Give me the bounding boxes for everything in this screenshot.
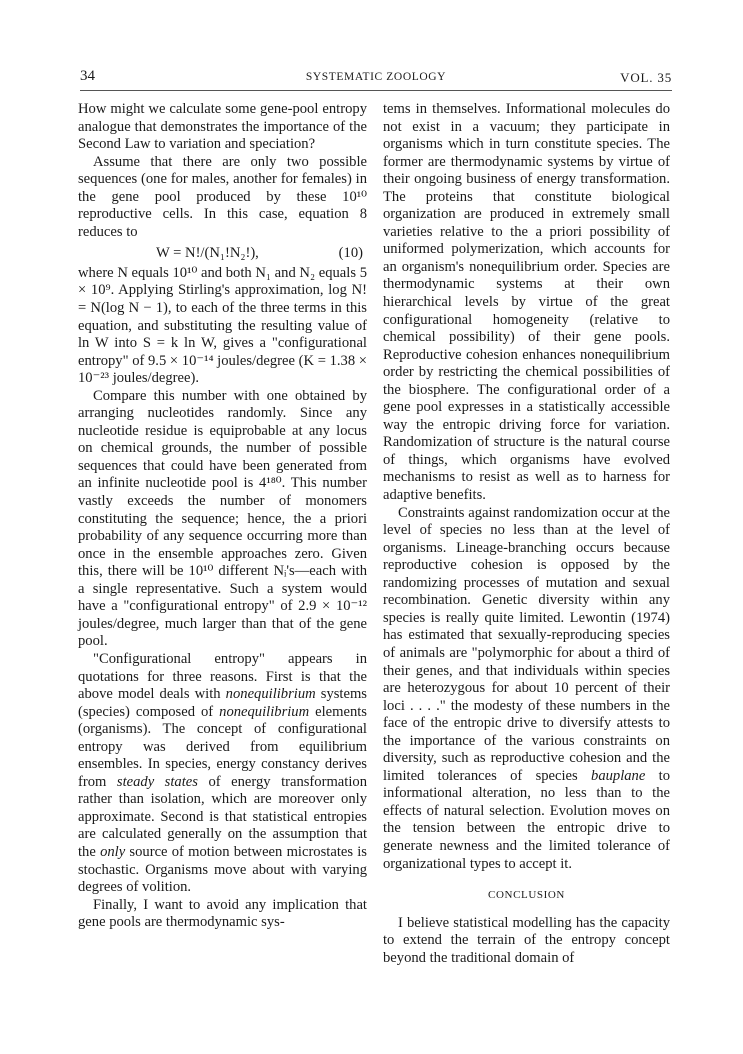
left-column [78,101,367,932]
text-run: Constraints against randomization occur at the level of species no less than at the level of organisms. Lineage-branching occurs because reproductive cohesion is opposed by the randomizing processes of mutation and sexual recombination. Genetic diversity within any species is really quite limited. Lewontin (1974) has estimated that sexually-reproducing species of animals are "polymorphic for about a third of their genes, and that individuals within species are heterozygous for about 10 percent of their loci . . . ." the modesty of these numbers in the face of the entropic drive to diversify attests to the importance of the various constraints on diversity, such as reproductive cohesion and the limited tolerances of species [383,504,670,784]
text-run: systems (species) composed of [78,686,367,720]
paragraph: tems in themselves. Informational molecules do not exist in a vacuum; they participate in organisms which in turn constitute species. The former are thermodynamic systems by virtue of their ongoing business of energy transformation. The proteins that constitute biological organization are produced in extremely small varieties relative to the a priori possibility of uniformed polymerization, which accounts for an organism's nonequilibrium order. Species are thermodynamic systems at their own hierarchical levels by virtue of the great configurational homogeneity (relative to chemical possibility) of their gene pools. Reproductive cohesion enhances nonequilibrium order by restricting the chemical possibilities of the biosphere. The configurational order of a gene pool expresses in a statistically accessible way the entropic driving force for variation. Randomization of structure is the natural course of things, which organisms have evolved mechanisms to resist as well as to harness for adaptive benefits. [383,101,670,504]
text-run: of energy transformation rather than isolation, which are moreover only approximate. Second is that statistical entropies are calculated generally on the assumption that the [78,773,367,860]
italic-term: only [100,843,126,860]
equation-10 [78,245,367,263]
text-run: "Configurational entropy" appears in quotations for three reasons. First is that the above model deals with [78,650,367,703]
right-column [383,101,670,967]
section-heading-conclusion: CONCLUSION [488,889,565,902]
equation-text: W = N!/(N₁!N₂!), [156,245,259,262]
paragraph: where N equals 10¹⁰ and both N₁ and N₂ equals 5 × 10⁹. Applying Stirling's approximation, log N! = N(log N − 1), to each of the three terms in this equation, and substituting the resulting value of ln W into S = k ln W, gives a "configurational entropy" of 9.5 × 10⁻¹⁴ joules/degree (K = 1.38 × 10⁻²³ joules/degree). [78,264,367,387]
paragraph: How might we calculate some gene-pool entropy analogue that demonstrates the importance of the Second Law to variation and speciation? [78,101,367,153]
paragraph: Finally, I want to avoid any implication that gene pools are thermodynamic sys- [78,896,367,931]
volume-label: VOL. 35 [620,70,672,85]
paragraph: Compare this number with one obtained by arranging nucleotides randomly. Since any nucleotide residue is equiprobable at any locus on chemical grounds, the number of possible sequences that could have been generated from an infinite nucleotide pool is 4¹⁸⁰. This number vastly exceeds the number of monomers constituting the sequence; hence, the a priori probability of any sequence occurring more than once in the ensemble approaches zero. Given this, there will be 10¹⁰ different Nᵢ's—each with a single representative. Such a system would have a "configurational entropy" of 2.9 × 10⁻¹² joules/degree, much larger than that of the gene pool. [78,387,367,650]
equation-number: (10) [338,245,363,262]
paragraph: I believe statistical modelling has the capacity to extend the terrain of the entropy concept beyond the traditional domain of [383,914,670,966]
page-number: 34 [80,68,95,84]
italic-term: nonequilibrium [225,686,316,703]
paragraph [383,505,670,873]
italic-term: bauplane [591,767,646,784]
text-run: elements (organisms). The concept of configurational entropy was derived from equilibrium ensembles. In species, energy constancy derives from [78,703,367,790]
journal-title: SYSTEMATIC ZOOLOGY [305,71,447,83]
running-header [80,68,672,91]
text-run: source of motion between microstates is stochastic. Organisms move about with varying degrees of volition. [78,843,367,896]
text-run: to informational alteration, no less than to the effects of natural selection. Evolution moves on the tension between the entropic drive to generate newness and the limited tolerance of organizational types to accept it. [383,767,670,872]
italic-term: steady states [116,773,198,790]
italic-term: nonequilibrium [219,703,310,720]
paragraph: Assume that there are only two possible sequences (one for males, another for females) in the gene pool produced by these 10¹⁰ reproductive cells. In this case, equation 8 reduces to [78,153,367,240]
paragraph [78,651,367,897]
